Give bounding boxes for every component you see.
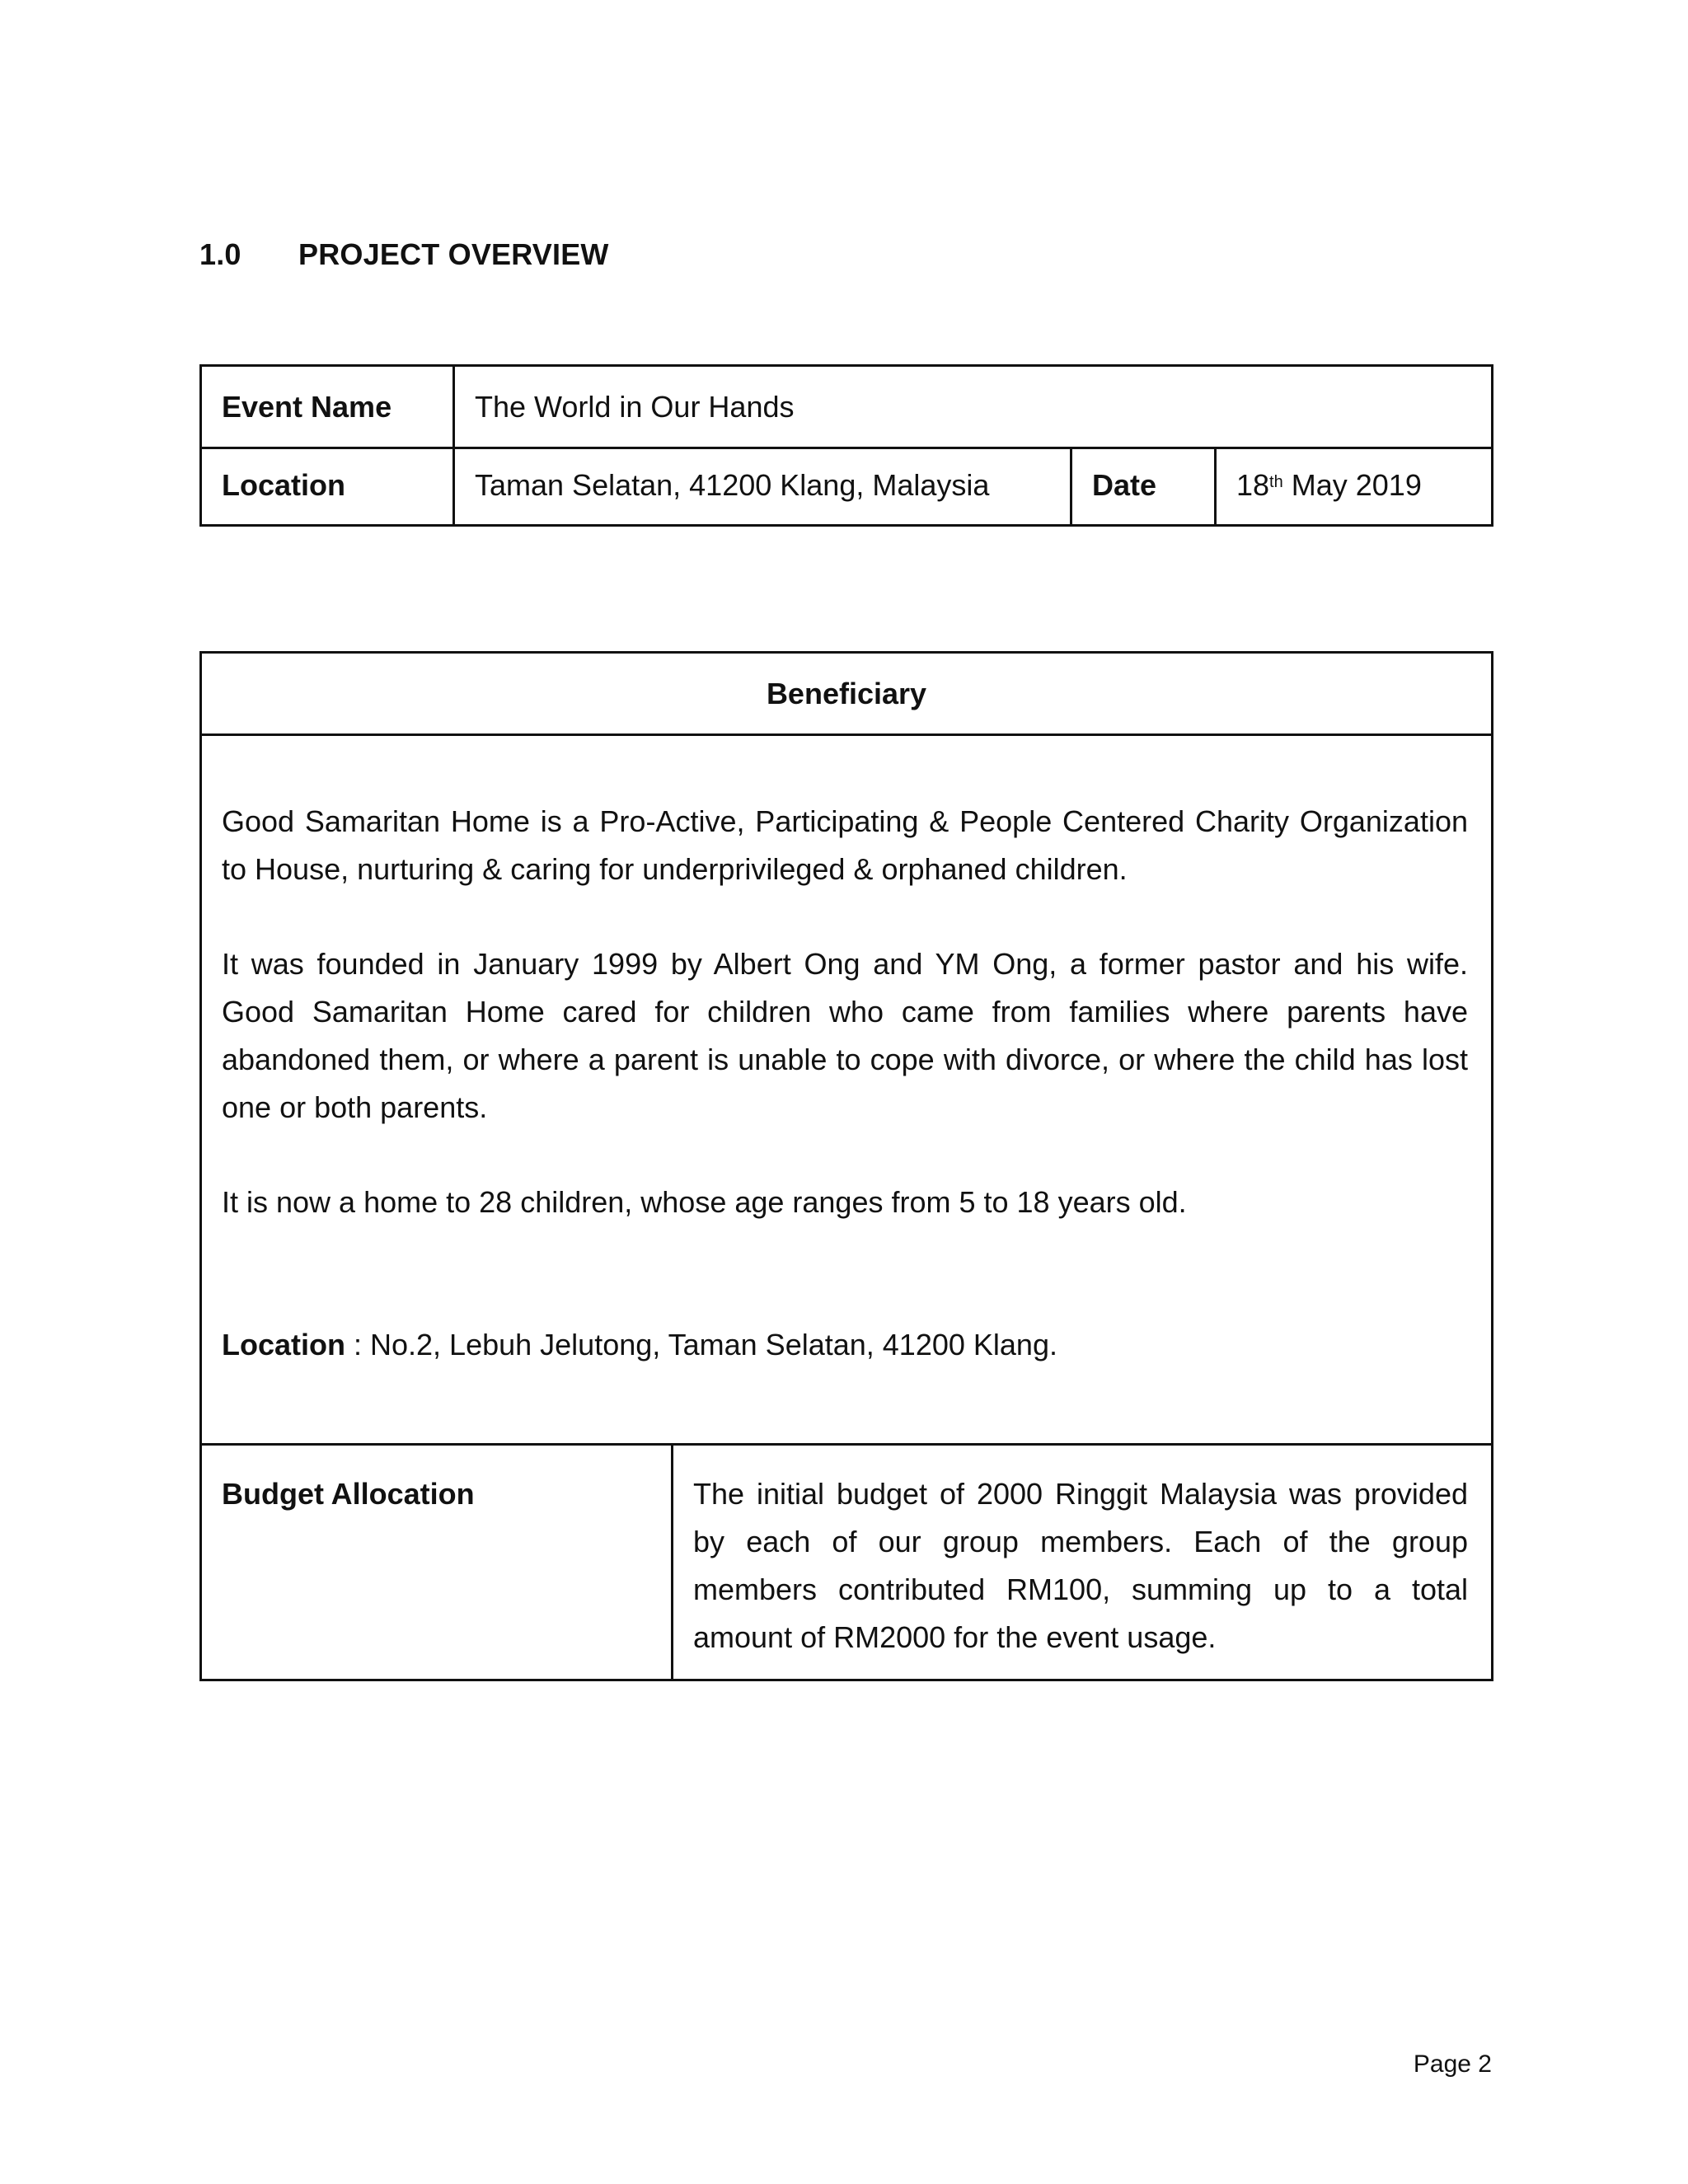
budget-text: The initial budget of 2000 Ringgit Malaysia was provided by each of our group members. Each of the group members contributed RM100, summing up to a total amount of RM2000 for the event usage. bbox=[693, 1477, 1468, 1654]
date-value: 18 $^{th}$ May 2019 bbox=[1236, 468, 1422, 502]
beneficiary-location-label: Location bbox=[222, 1328, 345, 1361]
location-value: Taman Selatan, 41200 Klang, Malaysia bbox=[475, 468, 990, 502]
event-name-row bbox=[202, 367, 1491, 449]
section-title: PROJECT OVERVIEW bbox=[298, 237, 609, 271]
event-name-label: Event Name bbox=[222, 389, 392, 424]
beneficiary-location-value: : No.2, Lebuh Jelutong, Taman Selatan, 41200 Klang. bbox=[345, 1328, 1057, 1361]
table-divider bbox=[671, 1446, 673, 1679]
location-label: Location bbox=[222, 468, 345, 502]
beneficiary-body bbox=[222, 798, 1468, 1369]
date-day: 18 bbox=[1236, 468, 1270, 502]
beneficiary-paragraph: Good Samaritan Home is a Pro-Active, Participating & People Centered Charity Organization to House, nurturing & caring for underprivileged & orphaned children. bbox=[222, 804, 1468, 886]
date-month-year: May 2019 bbox=[1282, 468, 1422, 502]
budget-row bbox=[202, 1443, 1491, 1679]
beneficiary-location bbox=[222, 1321, 1468, 1369]
section-heading bbox=[199, 237, 609, 272]
beneficiary-paragraph: It was founded in January 1999 by Albert Ong and YM Ong, a former pastor and his wife. Good Samaritan Home cared for children who came from families where parents have abandoned them, or where a parent is unable to cope with divorce, or where the child has lost one or both parents. bbox=[222, 947, 1468, 1124]
section-number: 1.0 bbox=[199, 237, 241, 271]
page-number: Page 2 bbox=[1413, 2050, 1492, 2078]
location-date-row bbox=[202, 447, 1491, 524]
date-label: Date bbox=[1092, 468, 1157, 502]
beneficiary-header: Beneficiary bbox=[202, 654, 1491, 736]
beneficiary-table bbox=[199, 651, 1493, 1681]
event-name-value: The World in Our Hands bbox=[475, 389, 795, 424]
budget-label: Budget Allocation bbox=[222, 1477, 475, 1511]
overview-table bbox=[199, 364, 1493, 527]
beneficiary-paragraph: It is now a home to 28 children, whose age ranges from 5 to 18 years old. bbox=[222, 1185, 1187, 1219]
